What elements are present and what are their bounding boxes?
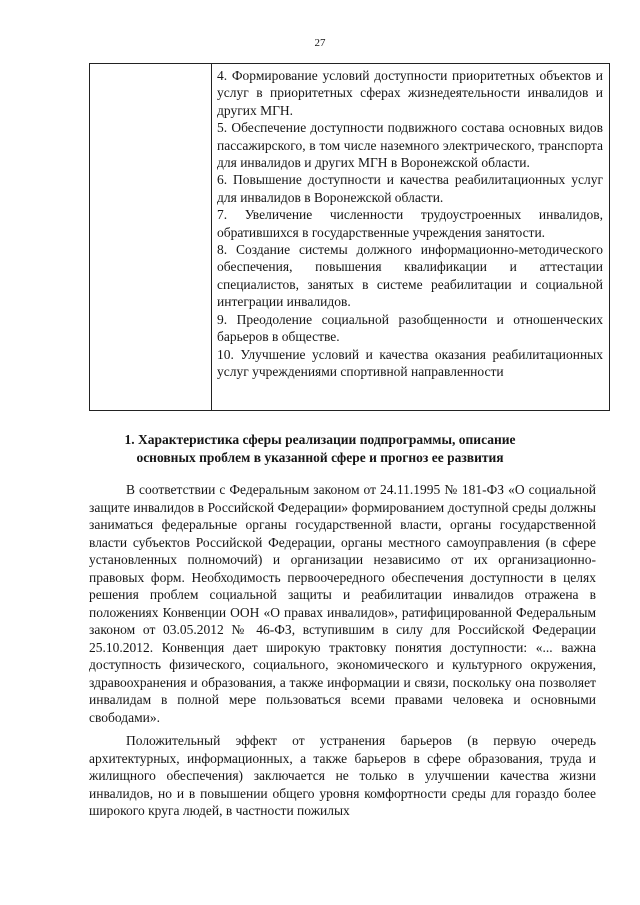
section-body [89,481,596,820]
goal-item: 5. Обеспечение доступности подвижного состава основных видов пассажирского, в том числе наземного электрического, транспорта для инвалидов и других МГН в Воронежской области. [217,120,603,171]
section-heading-line: основных проблем в указанной сфере и прогноз ее развития [136,449,504,465]
body-paragraph: В соответствии с Федеральным законом от 24.11.1995 № 181-ФЗ «О социальной защите инвалидов в Российской Федерации» формированием доступной среды должны заниматься федеральные органы государственной власти, органы государственной власти субъектов Российской Федерации, органы местного самоуправления (в сфере установленных полномочий) и организации независимо от их организационно-правовых форм. Необходимость первоочередного обеспечения доступности в целях решения проблем социальной защиты и реабилитации инвалидов отражена в положениях Конвенции ООН «О правах инвалидов», ратифицированной Федеральным законом от 03.05.2012 № 46-ФЗ, вступившим в силу для Российской Федерации 25.10.2012. Конвенция дает широкую трактовку понятия доступности: «... важна доступность физического, социального, экономического и культурного окружения, здравоохранения и образования, а также информации и связи, поскольку она позволяет инвалидам в полной мере пользоваться всеми правами человека и основными свободами». [89,482,596,725]
table-left-cell [90,64,212,410]
section-heading [60,431,580,466]
goal-item: 7. Увеличение численности трудоустроенных инвалидов, обратившихся в государственные учреждения занятости. [217,207,603,240]
goal-item: 8. Создание системы должного информационно-методического обеспечения, повышения квалификации и аттестации специалистов, занятых в системе реабилитации и социальной интеграции инвалидов. [217,242,603,310]
goal-item: 6. Повышение доступности и качества реабилитационных услуг для инвалидов в Воронежской области. [217,172,603,205]
goal-item: 9. Преодоление социальной разобщенности и отношенческих барьеров в обществе. [217,311,603,345]
section-heading-line: 1. Характеристика сферы реализации подпрограммы, описание [124,432,516,447]
page-number: 27 [314,37,326,49]
goals-table [89,63,610,411]
goal-item: 10. Улучшение условий и качества оказания реабилитационных услуг учреждениями спортивной направленности [217,346,603,379]
table-goals-cell [212,64,609,410]
body-paragraph: Положительный эффект от устранения барьеров (в первую очередь архитектурных, информационных, а также барьеров в сфере образования, труда и жилищного обеспечения) заключается не только в улучшении качества жизни инвалидов, но и в повышении общего уровня комфортности среды для гораздо более широкого круга людей, в частности пожилых [89,733,596,818]
goal-item: 4. Формирование условий доступности приоритетных объектов и услуг в приоритетных сферах жизнедеятельности инвалидов и других МГН. [217,68,603,118]
